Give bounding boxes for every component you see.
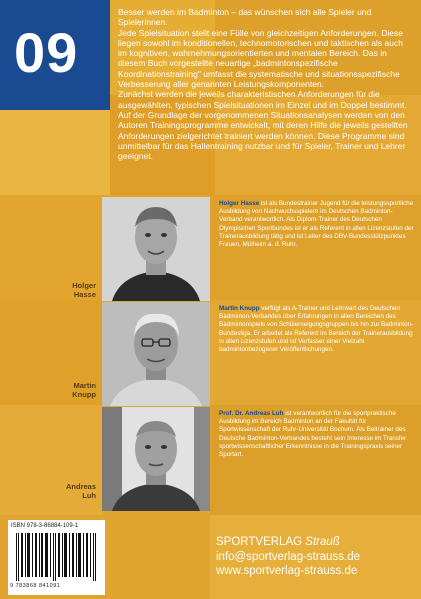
publisher-name <box>216 535 360 550</box>
author-name-luh <box>56 482 96 500</box>
author-name-knupp <box>56 381 96 399</box>
publisher-info <box>216 535 360 579</box>
blurb-paragraph: Besser werden im Badminton – das wünschen sich alle Spieler und Spielerinnen. <box>118 7 372 28</box>
author-bio-name: Prof. Dr. Andreas Luh <box>219 410 284 417</box>
author-bio-hasse <box>219 200 415 249</box>
author-name-hasse <box>56 281 96 299</box>
author-bio-knupp <box>219 305 415 354</box>
blurb-text <box>118 7 414 161</box>
isbn-text: ISBN 978-3-86884-109-1 <box>11 523 79 529</box>
publisher-name-italic: Strauß <box>305 536 340 548</box>
author-photo-hasse <box>102 197 210 301</box>
author-bio-text: verfügt als A-Trainer und Lehrwart des Deutschen Badminton-Verbandes über Erfahrungen in allen Bereichen des Badmintonspiels von Schülerneigungsgruppen bis hin zur Badminton-Bundesliga. Er arbeitet als Referent im Bereich der Trainerausbildung in allen Lizenzstufen und ist Verfasser einer Vielzahl badmintonbezogener Veröffentlichungen. <box>219 305 414 354</box>
author-photo-knupp <box>102 302 210 406</box>
author-first-name: Martin <box>73 381 96 390</box>
publisher-website[interactable]: www.sportverlag-strauss.de <box>216 565 358 577</box>
blurb-paragraph: Zunächst werden die jeweils charakteristischen Anforderungen für die ausgewählten, typischen Spielsituationen im Einzel und im Doppel bestimmt. Auf der Grundlage der vorgenommenen Situationsanalysen werden von den Autoren Trainingsprogramme entwickelt, mit deren Hilfe die jeweils gestellten Anforderungen zielgerichtet trainiert werden können. Diese Programme sind unmittelbar für das Hallentraining nutzbar und für Spieler, Trainer und Lehrer geeignet. <box>118 89 408 162</box>
author-photo-luh <box>102 407 210 511</box>
volume-number-box <box>0 0 110 110</box>
volume-number: 09 <box>14 21 79 84</box>
barcode-digits: 9 783868 841091 <box>10 583 61 589</box>
author-first-name: Holger <box>72 281 96 290</box>
author-bio-text: ist als Bundestrainer Jugend für die leistungssportliche Ausbildung von Nachwuchsspielern im Deutschen Badminton-Verband verantwortlich. Als Diplom-Trainer des Deutschen Olympischen Sportbundes ist er als Referent in allen Lizenzstufen der Trainerausbildung tätig und ist Leiter des DBV-Bundesstützpunktes Frauen, Mülheim a. d. Ruhr. <box>219 200 414 249</box>
author-bio-name: Holger Hasse <box>219 200 260 207</box>
author-first-name: Andreas <box>65 482 96 491</box>
author-bio-name: Martin Knupp <box>219 305 260 312</box>
publisher-email[interactable]: info@sportverlag-strauss.de <box>216 550 360 563</box>
publisher-name-text: SPORTVERLAG <box>216 536 303 548</box>
author-bio-luh <box>219 410 415 459</box>
author-last-name: Hasse <box>73 290 96 299</box>
author-last-name: Luh <box>82 491 96 500</box>
author-bio-text: ist verantwortlich für die sportpraktische Ausbildung im Bereich Badminton an der Fakultät für Sportwissenschaft der Ruhr-Universität Bochum. Als Beitrainer des Deutsche Badminton-Verbandes besteht sein Interesse im Transfer sportwissenschaftlicher Erkenntnisse in die Trainingspraxis seiner Sportart. <box>219 410 407 459</box>
blurb-paragraph: Jede Spielsituation stellt eine Fülle von gleichzeitigen Anforderungen. Diese liegen sowohl im konditionellen, technomotorischen und taktischen als auch im kognitiven, wahrnehmungsorientierten und mentalen Bereich. Das in diesem Buch vorgestellte neuartige „badmintonspezifische Koordinationstraining" umfasst die systematische und situationsspezifische Verbesserung aller genannten Leistungskomponenten. <box>118 27 403 90</box>
author-last-name: Knupp <box>72 390 96 399</box>
bg-block <box>0 110 110 195</box>
barcode-icon <box>14 533 100 581</box>
barcode-box <box>8 520 105 595</box>
